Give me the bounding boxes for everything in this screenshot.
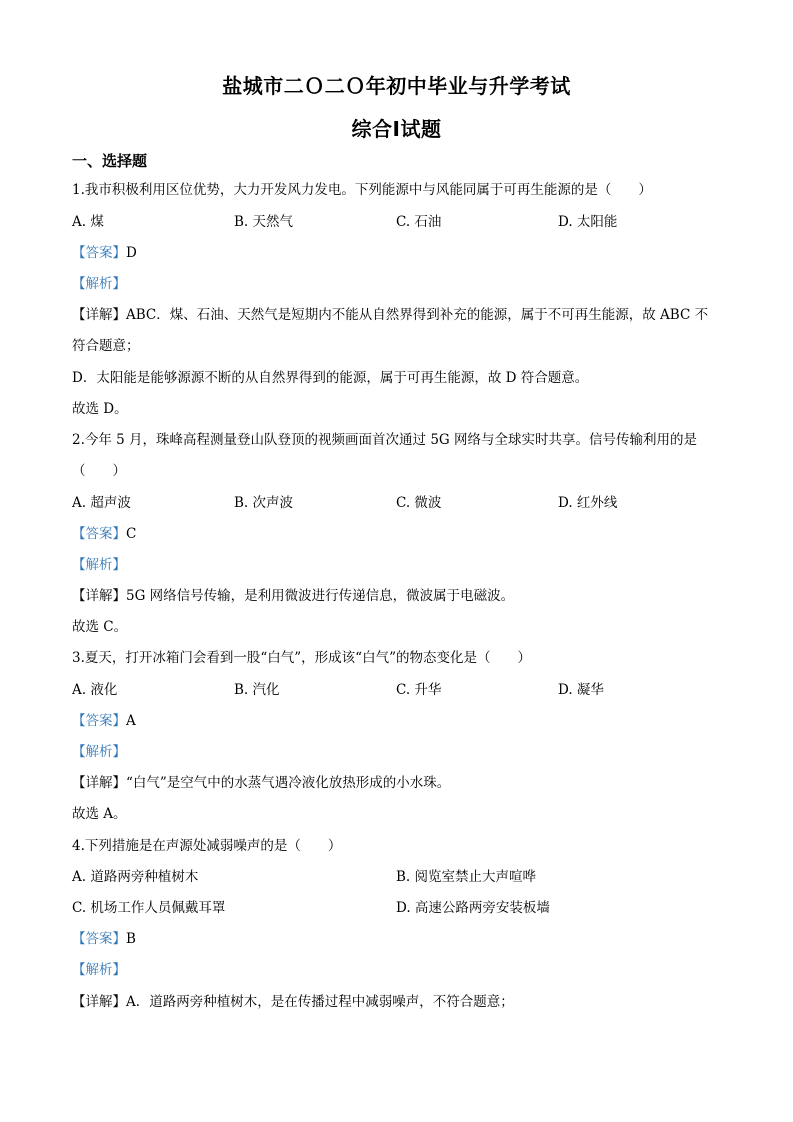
q2-answer-value: C: [126, 526, 137, 542]
q3-option-c: C. 升华: [396, 682, 442, 698]
answer-label: 【答案】: [72, 526, 126, 542]
q2-option-c: C. 微波: [396, 495, 442, 511]
q3-option-a: A. 液化: [72, 682, 118, 698]
q2-conclusion: 故选 C。: [72, 619, 128, 635]
q1-answer: [72, 243, 727, 263]
q1-option-d: D. 太阳能: [558, 214, 618, 230]
q2-stem-line1: 2.今年 5 月，珠峰高程测量登山队登顶的视频画面首次通过 5G 网络与全球实时共享。信号传输利用的是: [72, 432, 698, 448]
q4-option-d: D. 高速公路两旁安装板墙: [396, 900, 550, 916]
q1-option-a: A. 煤: [72, 214, 104, 230]
page-title: 盐城市二Ｏ二Ｏ年初中毕业与升学考试: [222, 74, 571, 98]
q3-answer-value: A: [126, 713, 136, 729]
q3-stem: 3.夏天，打开冰箱门会看到一股“白气”，形成该“白气”的物态变化是（ ）: [72, 650, 531, 666]
q4-stem: 4.下列措施是在声源处减弱噪声的是（ ）: [72, 838, 342, 854]
q2-option-b: B. 次声波: [234, 495, 294, 511]
q1-stem: 1.我市积极利用区位优势，大力开发风力发电。下列能源中与风能同属于可再生能源的是（ ）: [72, 182, 652, 198]
q3-option-b: B. 汽化: [234, 682, 280, 698]
q4-detail: 【详解】A．道路两旁种植树木，是在传播过程中减弱噪声，不符合题意；: [72, 994, 514, 1010]
q1-conclusion: 故选 D。: [72, 401, 128, 417]
answer-label: 【答案】: [72, 713, 126, 729]
q2-answer: [72, 524, 727, 544]
q3-detail: 【详解】“白气”是空气中的水蒸气遇冷液化放热形成的小水珠。: [72, 775, 451, 791]
q2-detail: 【详解】5G 网络信号传输，是利用微波进行传递信息，微波属于电磁波。: [72, 588, 515, 604]
q1-detail-line2: 符合题意；: [72, 338, 140, 354]
q4-option-a: A. 道路两旁种植树木: [72, 869, 199, 885]
q1-analysis-label: 【解析】: [72, 276, 126, 292]
q1-detail-line1: 【详解】ABC．煤、石油、天然气是短期内不能从自然界得到补充的能源，属于不可再生能源，故 ABC 不: [72, 307, 709, 323]
q4-option-c: C. 机场工作人员佩戴耳罩: [72, 900, 226, 916]
q2-stem-line2: （ ）: [72, 463, 126, 479]
page-subtitle: 综合Ⅰ试题: [351, 117, 442, 141]
section-heading: 一、选择题: [72, 152, 148, 170]
q3-conclusion: 故选 A。: [72, 806, 127, 822]
q1-detail-line3: D．太阳能是能够源源不断的从自然界得到的能源，属于可再生能源，故 D 符合题意。: [72, 370, 589, 386]
q1-option-b: B. 天然气: [234, 214, 294, 230]
answer-label: 【答案】: [72, 245, 126, 261]
q4-answer-value: B: [126, 931, 136, 947]
q2-option-d: D. 红外线: [558, 495, 618, 511]
q3-analysis-label: 【解析】: [72, 744, 126, 760]
q4-analysis-label: 【解析】: [72, 962, 126, 978]
q2-option-a: A. 超声波: [72, 495, 131, 511]
q4-option-b: B. 阅览室禁止大声喧哗: [396, 869, 537, 885]
q4-answer: [72, 929, 727, 949]
q1-answer-value: D: [126, 245, 137, 261]
q1-option-c: C. 石油: [396, 214, 442, 230]
q3-option-d: D. 凝华: [558, 682, 604, 698]
answer-label: 【答案】: [72, 931, 126, 947]
q3-answer: [72, 711, 727, 731]
q2-analysis-label: 【解析】: [72, 557, 126, 573]
